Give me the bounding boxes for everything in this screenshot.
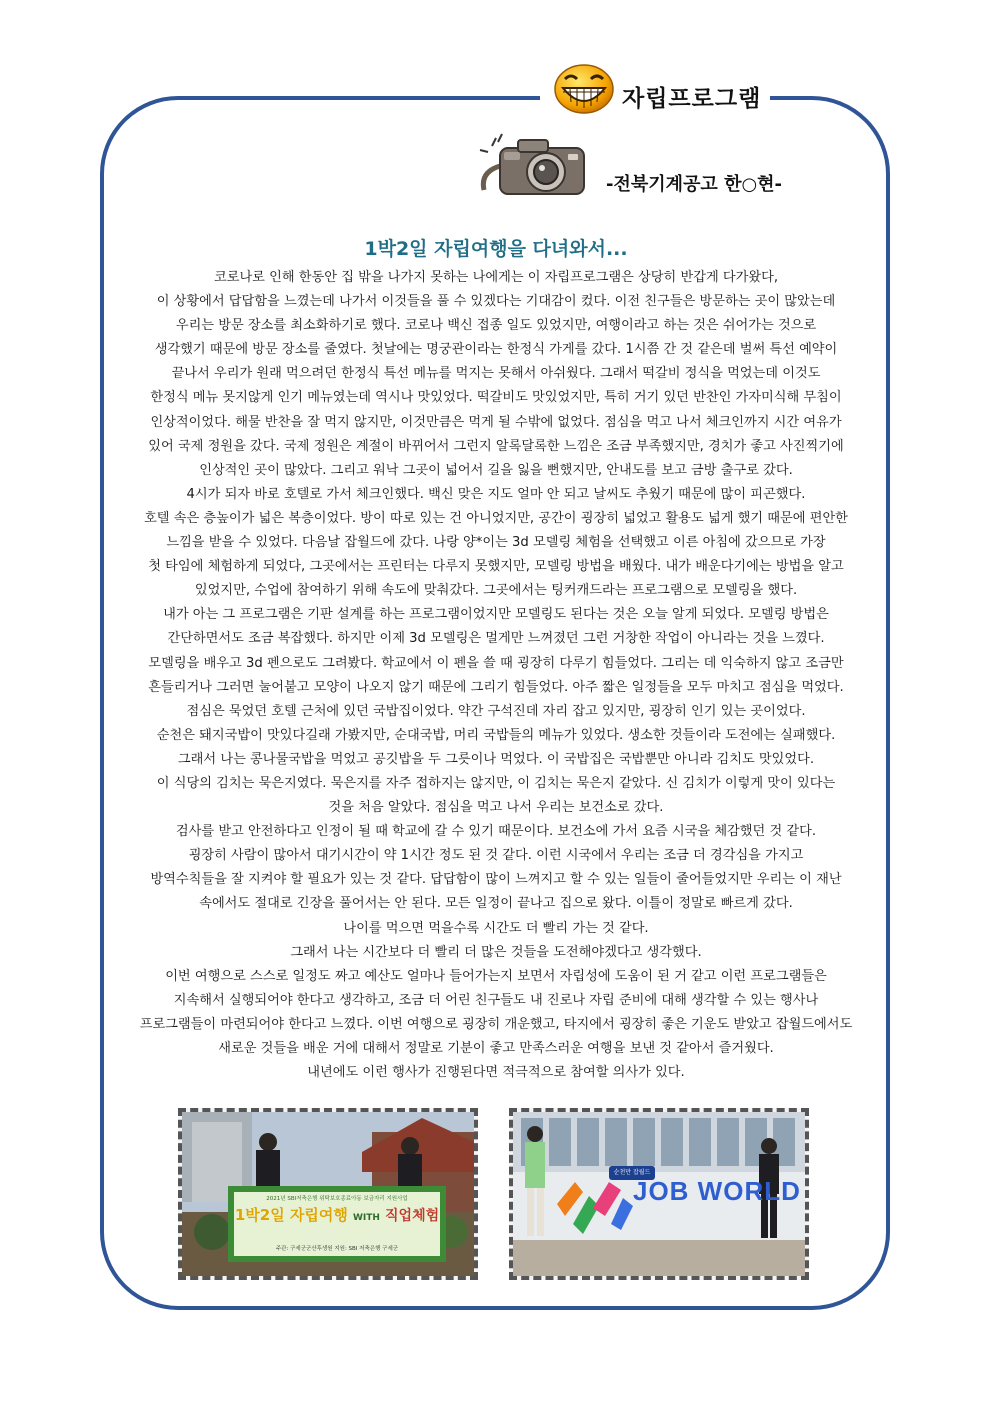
article-line: 인상적인 곳이 많았다. 그리고 워낙 그곳이 넓어서 길을 잃을 뻔했지만, 안내도를 보고 금방 출구로 갔다.	[199, 462, 793, 478]
article-line: 그래서 나는 콩나물국밥을 먹었고 공깃밥을 두 그릇이나 먹었다. 이 국밥집은 국밥뿐만 아니라 김치도 맛있었다.	[177, 751, 815, 767]
article-line: 검사를 받고 안전하다고 인정이 될 때 학교에 갈 수 있기 때문이다. 보건소에 가서 요즘 시국을 체감했던 것 같다.	[175, 824, 817, 840]
article-line: 있었지만, 수업에 참여하기 위해 속도에 맞춰갔다. 그곳에서는 팅커캐드라는 프로그램으로 모델링을 했다.	[194, 583, 798, 599]
article-line: 이 식당의 김치는 묵은지였다. 묵은지를 자주 접하지는 않지만, 이 김치는 묵은지 같았다. 신 김치가 이렇게 맛이 있다는	[156, 775, 836, 791]
article-line: 흔들리거나 그러면 눌어붙고 모양이 나오지 않기 때문에 그리기 힘들었다. 아주 짧은 일정들을 모두 마치고 점심을 먹었다.	[148, 679, 844, 695]
article-line: 생각했기 때문에 방문 장소를 줄였다. 첫날에는 명궁관이라는 한정식 가게를 갔다. 1시쯤 간 것 같은데 벌써 특선 예약이	[154, 342, 838, 358]
banner-photo	[178, 1108, 478, 1280]
article-line: 것을 처음 알았다. 점심을 먹고 나서 우리는 보건소로 갔다.	[328, 800, 664, 816]
article-line: 나이를 먹으면 먹을수록 시간도 더 빨리 가는 것 같다.	[343, 920, 649, 936]
article-line: 굉장히 사람이 많아서 대기시간이 약 1시간 정도 된 것 같다. 이런 시국에서 우리는 조금 더 경각심을 가지고	[188, 848, 804, 864]
article-line: 한정식 메뉴 못지않게 인기 메뉴였는데 역시나 맛있었다. 떡갈비도 맛있었지만, 특히 거기 있던 반찬인 가자미식해 무침이	[150, 390, 842, 406]
article-line: 인상적이었다. 해물 반찬을 잘 먹지 않지만, 이것만큼은 먹게 될 수밖에 없었다. 점심을 먹고 나서 체크인까지 시간 여유가	[150, 414, 842, 430]
camera-icon	[478, 132, 596, 204]
banner-main-text: 1박2일 자립여행	[234, 1206, 348, 1224]
article-line: 그래서 나는 시간보다 더 빨리 더 많은 것들을 도전해야겠다고 생각했다.	[290, 944, 702, 960]
article-body	[104, 266, 888, 1085]
article-line: 호텔 속은 층높이가 넓은 복층이었다. 방이 따로 있는 건 아니었지만, 공간이 굉장히 넓었고 활용도 넓게 했기 때문에 편안한	[144, 510, 848, 526]
article-line: 프로그램들이 마련되어야 한다고 느꼈다. 이번 여행으로 굉장히 개운했고, 타지에서 굉장히 좋은 기운도 받았고 잡월드에서도	[139, 1016, 853, 1032]
article-line: 이번 여행으로 스스로 일정도 짜고 예산도 얼마나 들어가는지 보면서 자립성에 도움이 된 거 같고 이런 프로그램들은	[165, 968, 827, 984]
article-line: 4시가 되자 바로 호텔로 가서 체크인했다. 백신 맞은 지도 얼마 안 되고 날씨도 추웠기 때문에 많이 피곤했다.	[186, 486, 806, 502]
article-line: 이 상황에서 답답함을 느꼈는데 나가서 이것들을 풀 수 있겠다는 기대감이 컸다. 이전 친구들은 방문하는 곳이 많았는데	[156, 294, 836, 310]
jobworld-photo	[509, 1108, 809, 1280]
article-line: 느낌을 받을 수 있었다. 다음날 잡월드에 갔다. 나랑 양*이는 3d 모델링 체험을 선택했고 이른 아침에 갔으므로 가장	[166, 535, 826, 551]
article-line: 내가 아는 그 프로그램은 기판 설계를 하는 프로그램이었지만 모델링도 된다는 것은 오늘 알게 되었다. 모델링 방법은	[163, 607, 829, 623]
banner-accent-text: 직업체험	[385, 1208, 440, 1224]
article-line: 속에서도 절대로 긴장을 풀어서는 안 된다. 모든 일정이 끝나고 집으로 왔다. 이틀이 정말로 빠르게 갔다.	[199, 896, 793, 912]
smiley-face-icon	[553, 62, 615, 114]
article-line: 지속해서 실행되어야 한다고 생각하고, 조금 더 어린 친구들도 내 진로나 자립 준비에 대해 생각할 수 있는 행사나	[173, 992, 819, 1008]
banner-footer-text: 주관: 구세군군산후생원 지원: SBI 저축은행 구세군	[275, 1246, 399, 1252]
article-line: 내년에도 이런 행사가 진행된다면 적극적으로 참여할 의사가 있다.	[307, 1065, 685, 1081]
article-line: 순천은 돼지국밥이 맛있다길래 가봤지만, 순대국밥, 머리 국밥들의 메뉴가 있었다. 생소한 것들이라 도전에는 실패했다.	[156, 727, 836, 743]
article-line: 끝나서 우리가 원래 먹으려던 한정식 특선 메뉴를 먹지는 못해서 아쉬웠다. 그래서 떡갈비 정식을 먹었는데 이것도	[171, 366, 821, 382]
article-line: 우리는 방문 장소를 최소화하기로 했다. 코로나 백신 접종 일도 있었지만, 여행이라고 하는 것은 쉬어가는 것으로	[175, 318, 817, 334]
article-line: 점심은 묵었던 호텔 근처에 있던 국밥집이었다. 약간 구석진데 자리 잡고 있지만, 굉장히 인기 있는 곳이었다.	[186, 703, 806, 719]
article-line: 있어 국제 정원을 갔다. 국제 정원은 계절이 바뀌어서 그런지 알록달록한 느낌은 조금 부족했지만, 경치가 좋고 사진찍기에	[148, 438, 844, 454]
article-line: 간단하면서도 조금 복잡했다. 하지만 이제 3d 모델링은 멀게만 느껴졌던 그런 거창한 작업이 아니라는 것을 느꼈다.	[167, 631, 825, 647]
article-line: 모델링을 배우고 3d 펜으로도 그려봤다. 학교에서 이 펜을 쓸 때 굉장히 다루기 힘들었다. 그리는 데 익숙하지 않고 조금만	[148, 655, 844, 671]
article-line: 첫 타임에 체험하게 되었다, 그곳에서는 프린터는 다루지 못했지만, 모델링 방법을 배웠다. 내가 배운다기에는 방법을 알고	[148, 559, 844, 575]
author-line: -전북기계공고 한○현-	[606, 174, 783, 195]
banner-with-text: WITH	[352, 1213, 380, 1223]
article-line: 새로운 것들을 배운 거에 대해서 정말로 기분이 좋고 만족스러운 여행을 보낸 것 같아서 즐거웠다.	[218, 1041, 774, 1056]
banner-top-text: 2021년 SBI저축은행 위탁보호종료아동 보금자리 지원사업	[266, 1196, 408, 1202]
program-title: 자립프로그램	[622, 86, 762, 112]
jobworld-badge-text: 순천만 잡월드	[613, 1169, 651, 1176]
article-title: 1박2일 자립여행을 다녀와서...	[364, 238, 628, 260]
jobworld-sign-text: JOB WORLD	[633, 1176, 801, 1206]
article-line: 코로나로 인해 한동안 집 밖을 나가지 못하는 나에게는 이 자립프로그램은 상당히 반갑게 다가왔다,	[213, 270, 779, 285]
article-line: 방역수칙들을 잘 지켜야 할 필요가 있는 것 같다. 답답함이 많이 느껴지고 할 수 있는 일들이 줄어들었지만 우리는 이 재난	[150, 872, 842, 888]
